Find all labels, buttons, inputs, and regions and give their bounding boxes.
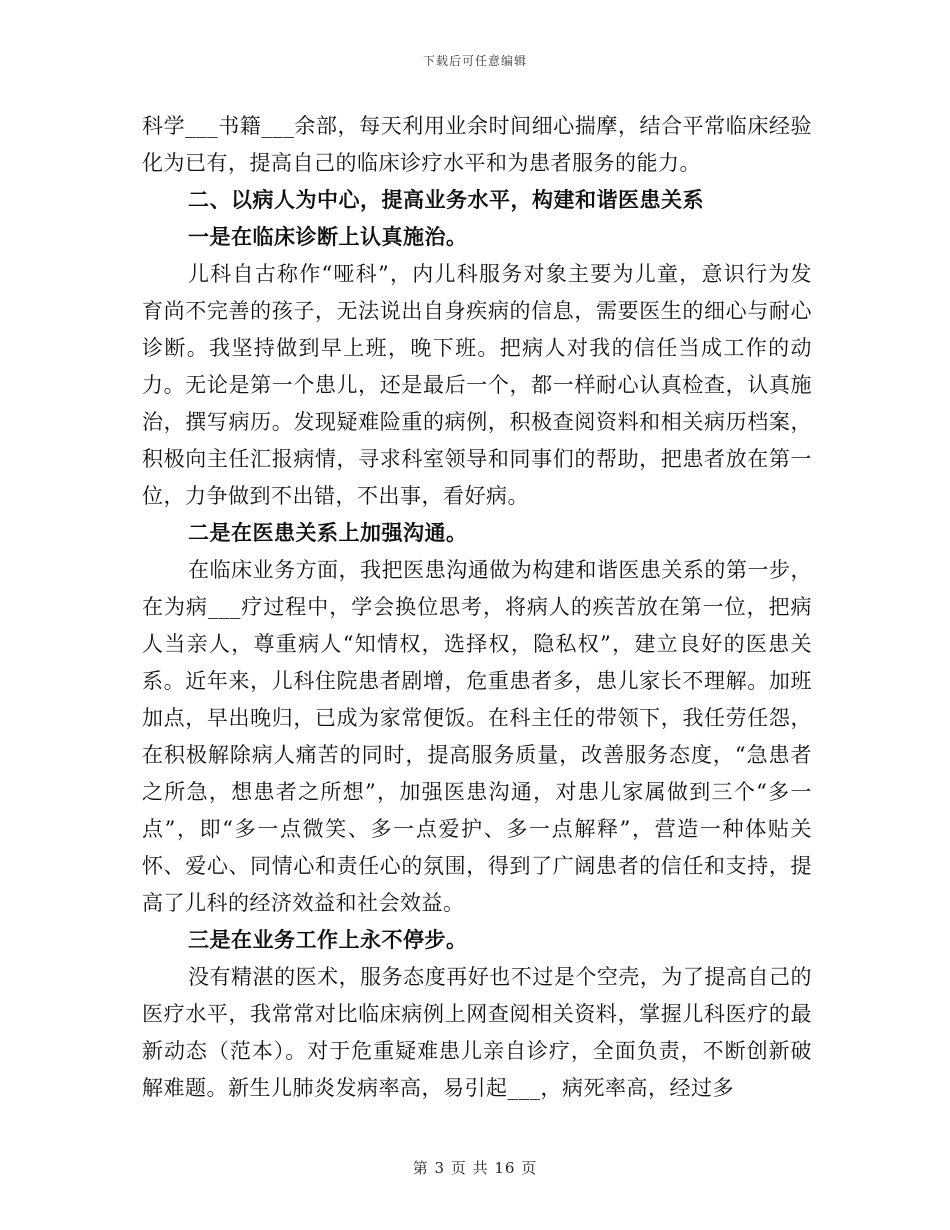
- paragraph-continuation: 科学___书籍___余部，每天利用业余时间细心揣摩，结合平常临床经验化为已有，提高自己的临床诊疗水平和为患者服务的能力。: [142, 114, 812, 175]
- section-heading: 二、以病人为中心，提高业务水平，构建和谐医患关系: [188, 188, 704, 212]
- subheading-communication: 二是在医患关系上加强沟通。: [188, 521, 468, 545]
- page-footer: 第 3 页 共 16 页: [412, 1159, 538, 1177]
- paragraph-continuous-improvement: 没有精湛的医术，服务态度再好也不过是个空壳，为了提高自己的医疗水平，我常常对比临床病例上网查阅相关资料，掌握儿科医疗的最新动态（范本）。对于危重疑难患儿亲自诊疗，全面负责，不断创新破解难题。新生儿肺炎发病率高，易引起___，病死率高，经过多: [142, 965, 812, 1100]
- subheading-continuous-improvement: 三是在业务工作上永不停步。: [188, 928, 468, 952]
- subheading-clinical-diagnosis: 一是在临床诊断上认真施治。: [188, 225, 468, 249]
- paragraph-clinical-diagnosis: 儿科自古称作“哑科”，内儿科服务对象主要为儿童，意识行为发育尚不完善的孩子，无法说出自身疾病的信息，需要医生的细心与耐心诊断。我坚持做到早上班，晚下班。把病人对我的信任当成工作的动力。无论是第一个患儿，还是最后一个，都一样耐心认真检查，认真施治，撰写病历。发现疑难险重的病例，积极查阅资料和相关病历档案，积极向主任汇报病情，寻求科室领导和同事们的帮助，把患者放在第一位，力争做到不出错，不出事，看好病。: [142, 262, 812, 508]
- document-body: [142, 108, 812, 1107]
- paragraph-communication: 在临床业务方面，我把医患沟通做为构建和谐医患关系的第一步，在为病___疗过程中，学会换位思考，将病人的疾苦放在第一位，把病人当亲人，尊重病人“知情权，选择权，隐私权”，建立良好的医患关系。近年来，儿科住院患者剧增，危重患者多，患儿家长不理解。加班加点，早出晚归，已成为家常便饭。在科主任的带领下，我任劳任怨，在积极解除病人痛苦的同时，提高服务质量，改善服务态度，“急患者之所急，想患者之所想”，加强医患沟通，对患儿家属做到三个“多一点”，即“多一点微笑、多一点爱护、多一点解释”，营造一种体贴关怀、爱心、同情心和责任心的氛围，得到了广阔患者的信任和支持，提高了儿科的经济效益和社会效益。: [142, 558, 812, 915]
- page-header: 下载后可任意编辑: [422, 54, 527, 68]
